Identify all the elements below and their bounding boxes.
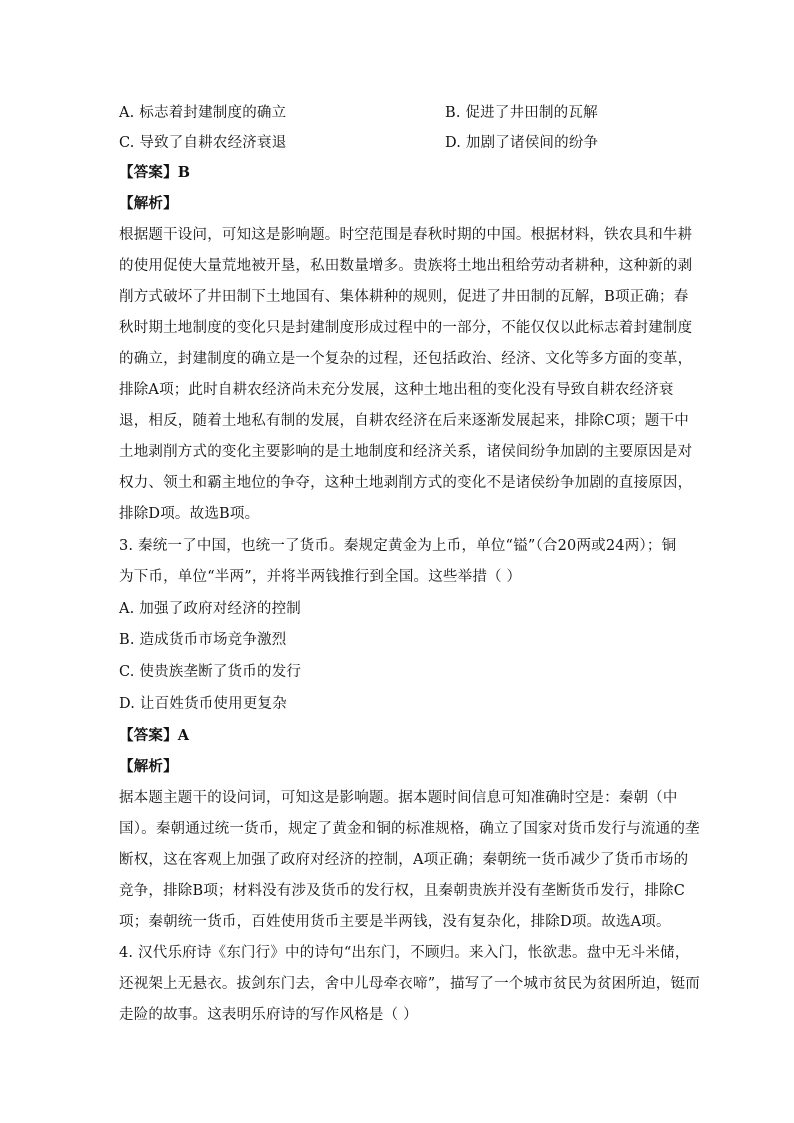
q3-analysis-line: 据本题主题干的设问词，可知这是影响题。据本题时间信息可知准确时空是：秦朝（中 [119, 790, 678, 806]
q2-analysis-line: 退，相反，随着土地私有制的发展，自耕农经济在后来逐渐发展起来，排除C项；题干中 [119, 413, 689, 429]
q2-option-a: A. 标志着封建制度的确立 [119, 105, 287, 121]
q3-analysis-line: 竞争，排除B项；材料没有涉及货币的发行权，且秦朝贵族并没有垄断货币发行，排除C [119, 883, 686, 899]
q3-option-c: C. 使贵族垄断了货币的发行 [119, 664, 302, 680]
q2-analysis-line: 的确立，封建制度的确立是一个复杂的过程，还包括政治、经济、文化等多方面的变革， [119, 351, 693, 367]
q3-analysis-line: 断权，这在客观上加强了政府对经济的控制，A项正确；秦朝统一货币减少了货币市场的 [119, 852, 689, 868]
q3-option-a: A. 加强了政府对经济的控制 [119, 601, 301, 617]
q2-option-d: D. 加剧了诸侯间的纷争 [445, 135, 599, 151]
q3-answer: 【答案】A [119, 727, 190, 744]
q2-analysis-label: 【解析】 [119, 195, 178, 212]
q3-analysis-line: 国）。秦朝通过统一货币，规定了黄金和铜的标准规格，确立了国家对货币发行与流通的垄 [119, 821, 700, 837]
q2-analysis-line: 土地剥削方式的变化主要影响的是土地制度和经济关系，诸侯间纷争加剧的主要原因是对 [119, 444, 693, 460]
q2-answer: 【答案】B [119, 164, 191, 181]
q2-option-c: C. 导致了自耕农经济衰退 [119, 135, 287, 151]
q2-analysis-line: 根据题干设问，可知这是影响题。时空范围是春秋时期的中国。根据材料，铁农具和牛耕 [119, 227, 693, 243]
q3-stem-line: 为下币，单位“半两”，并将半两钱推行到全国。这些举措（ ） [119, 569, 522, 585]
q2-analysis-line: 排除D项。故选B项。 [119, 506, 260, 522]
q2-analysis-line: 削方式破坏了井田制下土地国有、集体耕种的规则，促进了井田制的瓦解，B项正确；春 [119, 289, 689, 305]
q3-option-d: D. 让百姓货币使用更复杂 [119, 696, 287, 712]
q4-stem-line: 4. 汉代乐府诗《东门行》中的诗句“出东门，不顾归。来入门，怅欲悲。盘中无斗米储， [119, 945, 690, 961]
q2-option-b: B. 促进了井田制的瓦解 [445, 105, 598, 121]
q2-analysis-line: 的使用促使大量荒地被开垦，私田数量增多。贵族将土地出租给劳动者耕种，这种新的剥 [119, 258, 693, 274]
q2-analysis-line: 秋时期土地制度的变化只是封建制度形成过程中的一部分，不能仅仅以此标志着封建制度 [119, 320, 693, 336]
q4-stem-line: 走险的故事。这表明乐府诗的写作风格是（ ） [119, 1007, 418, 1023]
q3-option-b: B. 造成货币市场竞争激烈 [119, 632, 287, 648]
q3-stem-line: 3. 秦统一了中国，也统一了货币。秦规定黄金为上币，单位“镒”（合20两或24两）；铜 [119, 538, 677, 554]
q4-stem-line: 还视架上无悬衣。拔剑东门去，舍中儿母牵衣啼”，描写了一个城市贫民为贫困所迫，铤而 [119, 976, 700, 992]
q2-analysis-line: 排除A项；此时自耕农经济尚未充分发展，这种土地出租的变化没有导致自耕农经济衰 [119, 382, 674, 398]
q3-analysis-line: 项；秦朝统一货币，百姓使用货币主要是半两钱，没有复杂化，排除D项。故选A项。 [119, 914, 671, 930]
q3-analysis-label: 【解析】 [119, 758, 178, 775]
q2-analysis-line: 权力、领土和霸主地位的争夺，这种土地剥削方式的变化不是诸侯纷争加剧的直接原因， [119, 475, 693, 491]
